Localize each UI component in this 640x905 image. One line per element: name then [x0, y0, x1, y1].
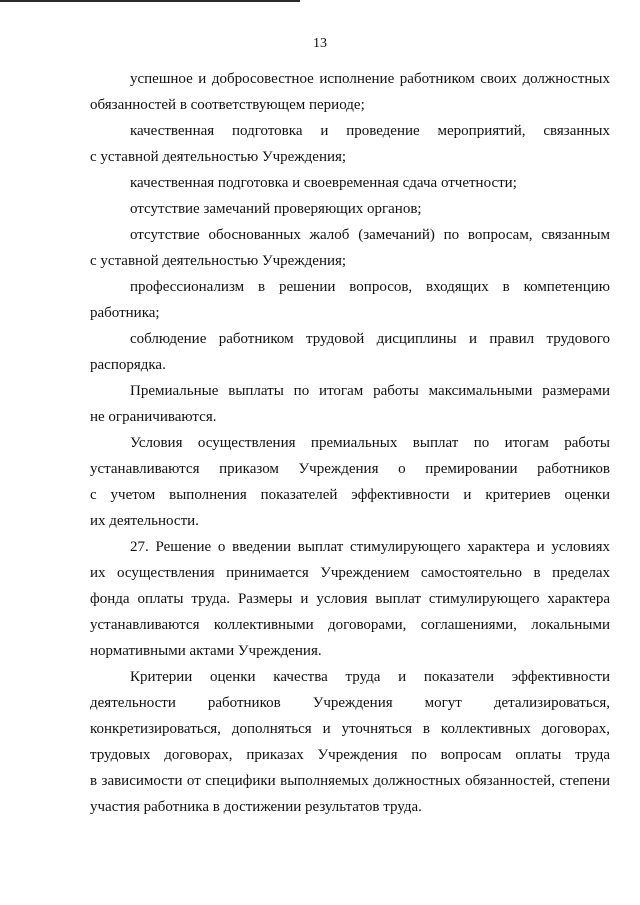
text-line: с уставной деятельностью Учреждения;	[90, 149, 347, 165]
text-line: качественная подготовка и проведение мероприятий, связанных	[130, 123, 610, 139]
paragraph	[90, 66, 610, 118]
text-line: трудовых договорах, приказах Учреждения по вопросам оплаты труда	[90, 747, 610, 763]
text-line: не ограничиваются.	[90, 409, 217, 425]
paragraph	[90, 664, 610, 820]
text-line: отсутствие замечаний проверяющих органов;	[130, 201, 422, 217]
top-rule	[0, 0, 300, 2]
text-line: профессионализм в решении вопросов, входящих в компетенцию	[130, 279, 610, 295]
paragraph	[90, 430, 610, 534]
page-number: 13	[313, 36, 327, 51]
paragraph	[90, 196, 610, 222]
paragraph	[90, 326, 610, 378]
text-line: конкретизироваться, дополняться и уточняться в коллективных договорах,	[90, 721, 610, 737]
text-line: обязанностей в соответствующем периоде;	[90, 97, 365, 113]
text-line: с уставной деятельностью Учреждения;	[90, 253, 347, 269]
document-body	[90, 66, 610, 820]
text-line: с учетом выполнения показателей эффективности и критериев оценки	[90, 487, 610, 503]
text-line: работника;	[90, 305, 160, 321]
paragraph	[90, 534, 610, 664]
text-line: успешное и добросовестное исполнение работником своих должностных	[130, 71, 610, 87]
text-line: их деятельности.	[90, 513, 199, 529]
paragraph	[90, 170, 610, 196]
text-line: фонда оплаты труда. Размеры и условия выплат стимулирующего характера	[90, 591, 610, 607]
paragraph	[90, 274, 610, 326]
text-line: в зависимости от специфики выполняемых должностных обязанностей, степени	[90, 773, 610, 789]
text-line: участия работника в достижении результатов труда.	[90, 799, 422, 815]
text-line: нормативными актами Учреждения.	[90, 643, 322, 659]
paragraph	[90, 378, 610, 430]
text-line: Условия осуществления премиальных выплат по итогам работы	[130, 435, 610, 451]
paragraph	[90, 118, 610, 170]
text-line: их осуществления принимается Учреждением самостоятельно в пределах	[90, 565, 610, 581]
text-line: отсутствие обоснованных жалоб (замечаний) по вопросам, связанным	[130, 227, 610, 243]
text-line: соблюдение работником трудовой дисциплины и правил трудового	[130, 331, 610, 347]
text-line: качественная подготовка и своевременная сдача отчетности;	[130, 175, 517, 191]
text-line: устанавливаются коллективными договорами, соглашениями, локальными	[90, 617, 610, 633]
text-line: деятельности работников Учреждения могут детализироваться,	[90, 695, 610, 711]
text-line: Премиальные выплаты по итогам работы максимальными размерами	[130, 383, 610, 399]
paragraph	[90, 222, 610, 274]
text-line: Критерии оценки качества труда и показатели эффективности	[130, 669, 610, 685]
text-line: устанавливаются приказом Учреждения о премировании работников	[90, 461, 610, 477]
text-line: 27. Решение о введении выплат стимулирующего характера и условиях	[130, 539, 610, 555]
text-line: распорядка.	[90, 357, 166, 373]
